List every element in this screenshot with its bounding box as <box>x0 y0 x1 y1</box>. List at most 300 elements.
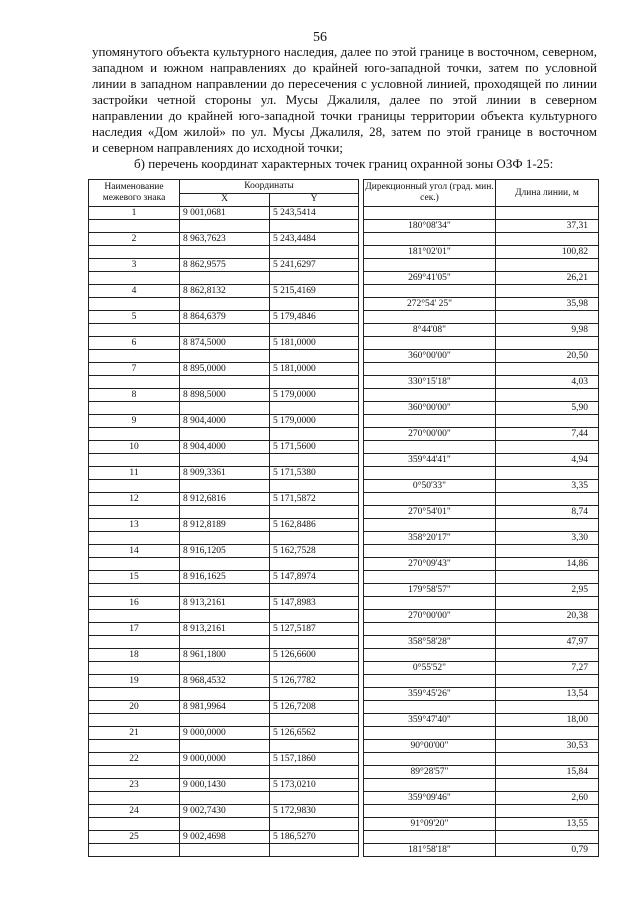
empty-cell <box>496 545 599 558</box>
y-coordinate-cell: 5 173,0210 <box>270 779 359 792</box>
line-length-cell: 20,50 <box>496 350 599 363</box>
y-coordinate-cell: 5 126,6562 <box>270 727 359 740</box>
x-coordinate-cell: 8 862,9575 <box>180 259 270 272</box>
empty-cell <box>180 688 270 701</box>
empty-cell <box>180 428 270 441</box>
empty-cell <box>364 311 496 324</box>
empty-cell <box>270 818 359 831</box>
point-name-cell: 16 <box>89 597 180 610</box>
line-length-cell: 2,60 <box>496 792 599 805</box>
table-row <box>89 207 599 220</box>
empty-cell <box>180 740 270 753</box>
empty-cell <box>89 584 180 597</box>
point-name-cell: 21 <box>89 727 180 740</box>
x-coordinate-cell: 8 912,6816 <box>180 493 270 506</box>
direction-angle-cell: 359°44'41" <box>364 454 496 467</box>
table-row <box>89 792 599 805</box>
direction-angle-cell: 269°41'05" <box>364 272 496 285</box>
empty-cell <box>364 285 496 298</box>
empty-cell <box>270 532 359 545</box>
empty-cell <box>180 506 270 519</box>
empty-cell <box>89 532 180 545</box>
direction-angle-cell: 89°28'57" <box>364 766 496 779</box>
empty-cell <box>496 779 599 792</box>
empty-cell <box>364 753 496 766</box>
table-row <box>89 337 599 350</box>
empty-cell <box>270 272 359 285</box>
table-row <box>89 805 599 818</box>
table-row <box>89 714 599 727</box>
point-name-cell: 17 <box>89 623 180 636</box>
point-name-cell: 14 <box>89 545 180 558</box>
x-coordinate-cell: 8 904,4000 <box>180 415 270 428</box>
x-coordinate-cell: 8 963,7623 <box>180 233 270 246</box>
empty-cell <box>496 597 599 610</box>
empty-cell <box>496 467 599 480</box>
line-length-cell: 15,84 <box>496 766 599 779</box>
empty-cell <box>364 675 496 688</box>
table-row <box>89 818 599 831</box>
point-name-cell: 1 <box>89 207 180 220</box>
line-length-cell: 9,98 <box>496 324 599 337</box>
line-length-cell: 100,82 <box>496 246 599 259</box>
paragraph-line: застройки четной стороны ул. Мусы Джалиля, далее по этой линии в северном <box>92 92 597 107</box>
x-coordinate-cell: 9 000,0000 <box>180 753 270 766</box>
y-coordinate-cell: 5 215,4169 <box>270 285 359 298</box>
empty-cell <box>180 324 270 337</box>
empty-cell <box>496 727 599 740</box>
empty-cell <box>270 246 359 259</box>
direction-angle-cell: 8°44'08" <box>364 324 496 337</box>
table-row <box>89 428 599 441</box>
empty-cell <box>89 220 180 233</box>
empty-cell <box>496 285 599 298</box>
empty-cell <box>180 662 270 675</box>
x-coordinate-cell: 8 916,1205 <box>180 545 270 558</box>
empty-cell <box>364 207 496 220</box>
empty-cell <box>496 753 599 766</box>
x-coordinate-cell: 8 981,9964 <box>180 701 270 714</box>
empty-cell <box>496 337 599 350</box>
table-row <box>89 259 599 272</box>
empty-cell <box>496 805 599 818</box>
header-angle: Дирекционный угол (град. мин. сек.) <box>364 180 496 207</box>
empty-cell <box>270 558 359 571</box>
point-name-cell: 25 <box>89 831 180 844</box>
x-coordinate-cell: 8 904,4000 <box>180 441 270 454</box>
table-row <box>89 753 599 766</box>
empty-cell <box>364 441 496 454</box>
empty-cell <box>89 792 180 805</box>
table-row <box>89 480 599 493</box>
empty-cell <box>89 376 180 389</box>
empty-cell <box>364 597 496 610</box>
line-length-cell: 2,95 <box>496 584 599 597</box>
empty-cell <box>89 324 180 337</box>
empty-cell <box>364 259 496 272</box>
empty-cell <box>180 402 270 415</box>
line-length-cell: 14,86 <box>496 558 599 571</box>
y-coordinate-cell: 5 171,5872 <box>270 493 359 506</box>
table-row <box>89 441 599 454</box>
table-row <box>89 623 599 636</box>
table-row <box>89 831 599 844</box>
empty-cell <box>270 376 359 389</box>
direction-angle-cell: 359°09'46" <box>364 792 496 805</box>
x-coordinate-cell: 8 874,5000 <box>180 337 270 350</box>
line-length-cell: 7,27 <box>496 662 599 675</box>
empty-cell <box>364 519 496 532</box>
empty-cell <box>496 441 599 454</box>
line-length-cell: 26,21 <box>496 272 599 285</box>
empty-cell <box>270 454 359 467</box>
page-number: 56 <box>313 30 327 45</box>
table-row <box>89 545 599 558</box>
x-coordinate-cell: 8 864,6379 <box>180 311 270 324</box>
table-row <box>89 311 599 324</box>
empty-cell <box>89 350 180 363</box>
x-coordinate-cell: 8 912,8189 <box>180 519 270 532</box>
point-name-cell: 11 <box>89 467 180 480</box>
table-row <box>89 727 599 740</box>
empty-cell <box>180 558 270 571</box>
empty-cell <box>364 701 496 714</box>
point-name-cell: 22 <box>89 753 180 766</box>
coordinates-table <box>88 179 599 857</box>
y-coordinate-cell: 5 157,1860 <box>270 753 359 766</box>
empty-cell <box>496 259 599 272</box>
empty-cell <box>89 688 180 701</box>
empty-cell <box>180 272 270 285</box>
empty-cell <box>180 246 270 259</box>
empty-cell <box>180 298 270 311</box>
empty-cell <box>496 363 599 376</box>
empty-cell <box>89 740 180 753</box>
point-name-cell: 18 <box>89 649 180 662</box>
direction-angle-cell: 181°58'18" <box>364 844 496 857</box>
table-row <box>89 688 599 701</box>
x-coordinate-cell: 8 968,4532 <box>180 675 270 688</box>
table-row <box>89 402 599 415</box>
x-coordinate-cell: 9 002,7430 <box>180 805 270 818</box>
table-caption: б) перечень координат характерных точек границ охранной зоны ОЗФ 1-25: <box>134 156 554 171</box>
empty-cell <box>270 636 359 649</box>
direction-angle-cell: 360°00'00" <box>364 350 496 363</box>
empty-cell <box>270 324 359 337</box>
table-row <box>89 506 599 519</box>
empty-cell <box>89 246 180 259</box>
y-coordinate-cell: 5 162,8486 <box>270 519 359 532</box>
table-row <box>89 844 599 857</box>
point-name-cell: 23 <box>89 779 180 792</box>
table-row <box>89 766 599 779</box>
empty-cell <box>180 714 270 727</box>
empty-cell <box>89 298 180 311</box>
empty-cell <box>270 350 359 363</box>
empty-cell <box>180 792 270 805</box>
y-coordinate-cell: 5 171,5380 <box>270 467 359 480</box>
table-row <box>89 324 599 337</box>
x-coordinate-cell: 8 909,3361 <box>180 467 270 480</box>
direction-angle-cell: 179°58'57" <box>364 584 496 597</box>
empty-cell <box>364 493 496 506</box>
x-coordinate-cell: 9 000,0000 <box>180 727 270 740</box>
empty-cell <box>89 662 180 675</box>
header-name: Наименование межевого знака <box>89 180 180 207</box>
empty-cell <box>89 558 180 571</box>
empty-cell <box>364 233 496 246</box>
empty-cell <box>180 610 270 623</box>
empty-cell <box>496 311 599 324</box>
y-coordinate-cell: 5 147,8983 <box>270 597 359 610</box>
empty-cell <box>496 701 599 714</box>
body-paragraph <box>92 44 597 156</box>
empty-cell <box>270 610 359 623</box>
y-coordinate-cell: 5 179,0000 <box>270 389 359 402</box>
y-coordinate-cell: 5 243,4484 <box>270 233 359 246</box>
direction-angle-cell: 180°08'34" <box>364 220 496 233</box>
empty-cell <box>89 636 180 649</box>
empty-cell <box>364 571 496 584</box>
y-coordinate-cell: 5 147,8974 <box>270 571 359 584</box>
header-length: Длина линии, м <box>496 180 599 207</box>
table-row <box>89 454 599 467</box>
empty-cell <box>180 454 270 467</box>
line-length-cell: 13,55 <box>496 818 599 831</box>
y-coordinate-cell: 5 126,7782 <box>270 675 359 688</box>
x-coordinate-cell: 8 916,1625 <box>180 571 270 584</box>
x-coordinate-cell: 8 895,0000 <box>180 363 270 376</box>
line-length-cell: 37,31 <box>496 220 599 233</box>
empty-cell <box>89 506 180 519</box>
point-name-cell: 4 <box>89 285 180 298</box>
empty-cell <box>180 220 270 233</box>
paragraph-line: линии в западном направлении до пересечения с условной линией, проходящей по линии <box>92 76 597 91</box>
table-row <box>89 649 599 662</box>
empty-cell <box>496 571 599 584</box>
y-coordinate-cell: 5 243,5414 <box>270 207 359 220</box>
line-length-cell: 3,35 <box>496 480 599 493</box>
y-coordinate-cell: 5 172,9830 <box>270 805 359 818</box>
table-row <box>89 610 599 623</box>
empty-cell <box>364 545 496 558</box>
empty-cell <box>270 584 359 597</box>
y-coordinate-cell: 5 186,5270 <box>270 831 359 844</box>
direction-angle-cell: 359°47'40" <box>364 714 496 727</box>
empty-cell <box>496 519 599 532</box>
line-length-cell: 18,00 <box>496 714 599 727</box>
empty-cell <box>180 480 270 493</box>
empty-cell <box>270 298 359 311</box>
table-row <box>89 298 599 311</box>
point-name-cell: 8 <box>89 389 180 402</box>
empty-cell <box>270 740 359 753</box>
empty-cell <box>496 207 599 220</box>
empty-cell <box>89 454 180 467</box>
point-name-cell: 19 <box>89 675 180 688</box>
empty-cell <box>364 467 496 480</box>
direction-angle-cell: 358°58'28" <box>364 636 496 649</box>
header-coordinates: Координаты <box>180 180 359 194</box>
empty-cell <box>496 415 599 428</box>
empty-cell <box>180 584 270 597</box>
line-length-cell: 13,54 <box>496 688 599 701</box>
empty-cell <box>270 662 359 675</box>
direction-angle-cell: 0°55'52" <box>364 662 496 675</box>
empty-cell <box>496 675 599 688</box>
empty-cell <box>270 844 359 857</box>
x-coordinate-cell: 9 002,4698 <box>180 831 270 844</box>
line-length-cell: 3,30 <box>496 532 599 545</box>
empty-cell <box>180 818 270 831</box>
empty-cell <box>89 818 180 831</box>
direction-angle-cell: 358°20'17" <box>364 532 496 545</box>
x-coordinate-cell: 9 001,0681 <box>180 207 270 220</box>
y-coordinate-cell: 5 126,7208 <box>270 701 359 714</box>
empty-cell <box>180 350 270 363</box>
empty-cell <box>89 766 180 779</box>
line-length-cell: 4,03 <box>496 376 599 389</box>
y-coordinate-cell: 5 126,6600 <box>270 649 359 662</box>
table-row <box>89 779 599 792</box>
y-coordinate-cell: 5 179,0000 <box>270 415 359 428</box>
point-name-cell: 24 <box>89 805 180 818</box>
direction-angle-cell: 181°02'01" <box>364 246 496 259</box>
line-length-cell: 0,79 <box>496 844 599 857</box>
point-name-cell: 13 <box>89 519 180 532</box>
y-coordinate-cell: 5 181,0000 <box>270 337 359 350</box>
direction-angle-cell: 270°54'01" <box>364 506 496 519</box>
table-row <box>89 662 599 675</box>
table-row <box>89 389 599 402</box>
x-coordinate-cell: 8 961,1800 <box>180 649 270 662</box>
table-row <box>89 415 599 428</box>
y-coordinate-cell: 5 241,6297 <box>270 259 359 272</box>
empty-cell <box>180 844 270 857</box>
paragraph-line: наследия «Дом жилой» по ул. Мусы Джалиля, 28, затем по этой границе в восточном <box>92 124 597 139</box>
line-length-cell: 20,38 <box>496 610 599 623</box>
point-name-cell: 7 <box>89 363 180 376</box>
y-coordinate-cell: 5 162,7528 <box>270 545 359 558</box>
empty-cell <box>270 480 359 493</box>
empty-cell <box>270 792 359 805</box>
point-name-cell: 9 <box>89 415 180 428</box>
empty-cell <box>364 805 496 818</box>
empty-cell <box>89 844 180 857</box>
empty-cell <box>364 415 496 428</box>
table-row <box>89 220 599 233</box>
direction-angle-cell: 359°45'26" <box>364 688 496 701</box>
table-row <box>89 584 599 597</box>
empty-cell <box>364 649 496 662</box>
header-x: X <box>180 193 270 207</box>
empty-cell <box>364 337 496 350</box>
line-length-cell: 35,98 <box>496 298 599 311</box>
paragraph-line: западном и южном направлениях до крайней юго-западной точки, затем по условной <box>92 60 597 75</box>
direction-angle-cell: 270°00'00" <box>364 610 496 623</box>
paragraph-line: и северном направлениях до исходной точки; <box>92 140 343 155</box>
empty-cell <box>496 493 599 506</box>
empty-cell <box>270 506 359 519</box>
empty-cell <box>364 623 496 636</box>
point-name-cell: 3 <box>89 259 180 272</box>
empty-cell <box>270 428 359 441</box>
table-row <box>89 636 599 649</box>
x-coordinate-cell: 8 862,8132 <box>180 285 270 298</box>
empty-cell <box>89 428 180 441</box>
direction-angle-cell: 330°15'18" <box>364 376 496 389</box>
empty-cell <box>496 233 599 246</box>
empty-cell <box>364 389 496 402</box>
table-row <box>89 532 599 545</box>
direction-angle-cell: 90°00'00" <box>364 740 496 753</box>
table-row <box>89 740 599 753</box>
empty-cell <box>89 714 180 727</box>
table-row <box>89 493 599 506</box>
point-name-cell: 2 <box>89 233 180 246</box>
table-row <box>89 519 599 532</box>
point-name-cell: 15 <box>89 571 180 584</box>
empty-cell <box>364 363 496 376</box>
table-row <box>89 558 599 571</box>
line-length-cell: 7,44 <box>496 428 599 441</box>
table-row <box>89 246 599 259</box>
table-row <box>89 571 599 584</box>
empty-cell <box>496 649 599 662</box>
y-coordinate-cell: 5 181,0000 <box>270 363 359 376</box>
line-length-cell: 30,53 <box>496 740 599 753</box>
empty-cell <box>89 610 180 623</box>
point-name-cell: 20 <box>89 701 180 714</box>
empty-cell <box>270 766 359 779</box>
x-coordinate-cell: 9 000,1430 <box>180 779 270 792</box>
empty-cell <box>496 623 599 636</box>
paragraph-line: упомянутого объекта культурного наследия, далее по этой границе в восточном, северном, <box>92 44 597 59</box>
empty-cell <box>270 402 359 415</box>
direction-angle-cell: 360°00'00" <box>364 402 496 415</box>
point-name-cell: 6 <box>89 337 180 350</box>
table-row <box>89 285 599 298</box>
line-length-cell: 8,74 <box>496 506 599 519</box>
x-coordinate-cell: 8 913,2161 <box>180 623 270 636</box>
y-coordinate-cell: 5 179,4846 <box>270 311 359 324</box>
table-row <box>89 233 599 246</box>
direction-angle-cell: 91°09'20" <box>364 818 496 831</box>
empty-cell <box>364 727 496 740</box>
point-name-cell: 5 <box>89 311 180 324</box>
empty-cell <box>364 831 496 844</box>
header-y: Y <box>270 193 359 207</box>
table-row <box>89 467 599 480</box>
empty-cell <box>270 688 359 701</box>
table-row <box>89 675 599 688</box>
direction-angle-cell: 0°50'33" <box>364 480 496 493</box>
empty-cell <box>270 220 359 233</box>
empty-cell <box>180 766 270 779</box>
paragraph-line: направлении до крайней юго-западной точки границы территории объекта культурного <box>92 108 597 123</box>
empty-cell <box>364 779 496 792</box>
empty-cell <box>89 272 180 285</box>
empty-cell <box>180 532 270 545</box>
point-name-cell: 12 <box>89 493 180 506</box>
line-length-cell: 4,94 <box>496 454 599 467</box>
x-coordinate-cell: 8 898,5000 <box>180 389 270 402</box>
table-row <box>89 597 599 610</box>
table-row <box>89 272 599 285</box>
empty-cell <box>496 831 599 844</box>
x-coordinate-cell: 8 913,2161 <box>180 597 270 610</box>
empty-cell <box>180 636 270 649</box>
